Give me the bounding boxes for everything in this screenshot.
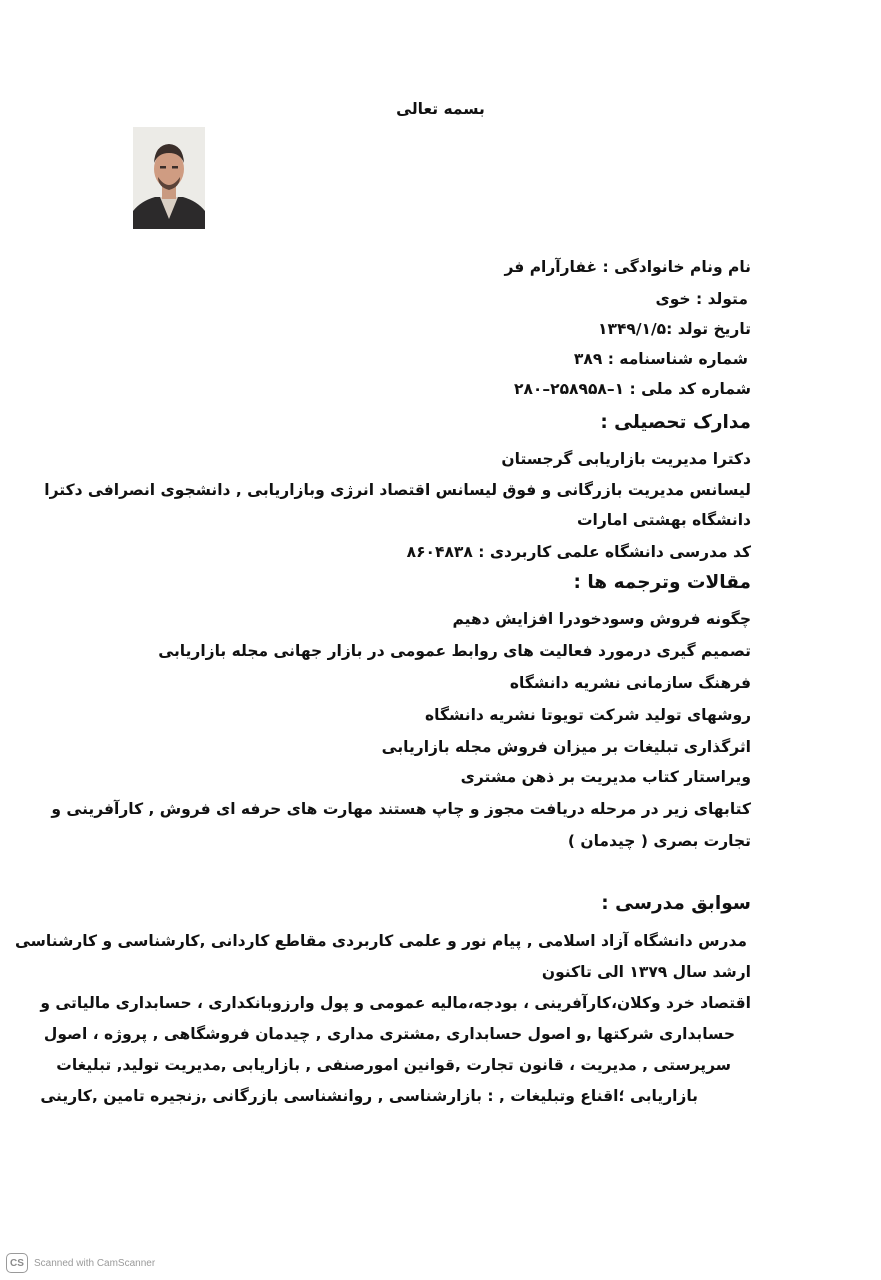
article-item: روشهای تولید شرکت تویوتا نشریه دانشگاه (425, 706, 751, 724)
articles-heading: مقالات وترجمه ها : (573, 572, 751, 593)
scanner-watermark (6, 1252, 155, 1274)
camscanner-logo-icon: CS (6, 1253, 28, 1273)
scanner-text: Scanned with CamScanner (34, 1257, 156, 1269)
teaching-item: حسابداری شرکتها ,و اصول حسابداری ,مشتری مداری , چیدمان فروشگاهی , پروژه ، اصول (43, 1025, 735, 1043)
education-item: دکترا مدیریت بازاریابی گرجستان (501, 450, 751, 468)
education-item: دانشگاه بهشتی امارات (576, 511, 751, 529)
profile-photo (133, 127, 205, 229)
article-item: ویراستار کتاب مدیریت بر ذهن مشتری (460, 768, 751, 786)
name-line: نام ونام خانوادگی : غفارآرام فر (504, 258, 751, 276)
article-item: اثرگذاری تبلیغات بر میزان فروش مجله بازاریابی (381, 738, 751, 756)
teaching-item: اقتصاد خرد وکلان،کارآفرینی ، بودجه،مالیه عمومی و پول وارزوبانکداری ، حسابداری مالیاتی و (40, 994, 751, 1012)
birthdate-line: تاریخ تولد :۱۳۴۹/۱/۵ (598, 320, 751, 338)
birthplace-line: متولد : خوی (655, 290, 748, 308)
teaching-item: سرپرستی , مدیریت ، قانون تجارت ,قوانین امورصنفی , بازاریابی ,مدیریت تولید, تبلیغات (56, 1056, 731, 1074)
page-title: بسمه تعالی (396, 100, 485, 118)
id-number-line: شماره شناسنامه : ۳۸۹ (573, 350, 748, 368)
teaching-item: ارشد سال ۱۳۷۹ الی تاکنون (541, 963, 751, 981)
teaching-item: بازاریابی ؛اقناع وتبلیغات , : بازارشناسی , روانشناسی بازرگانی ,زنجیره تامین ,کارینی (40, 1087, 698, 1105)
article-item: چگونه فروش وسودخودرا افزایش دهیم (452, 610, 751, 628)
teacher-code-line: کد مدرسی دانشگاه علمی کاربردی : ۸۶۰۴۸۳۸ (406, 543, 751, 561)
portrait-image (133, 127, 205, 229)
teaching-heading: سوابق مدرسی : (601, 893, 751, 914)
article-item: کتابهای زیر در مرحله دریافت مجوز و چاپ هستند مهارت های حرفه ای فروش , کارآفرینی و (51, 800, 751, 818)
national-code-line: شماره کد ملی : ۱–۲۵۸۹۵۸–۲۸۰ (513, 380, 751, 398)
article-item: تصمیم گیری درمورد فعالیت های روابط عمومی در بازار جهانی مجله بازاریابی (158, 642, 751, 660)
article-item: فرهنگ سازمانی نشریه دانشگاه (509, 674, 751, 692)
education-heading: مدارک تحصیلی : (600, 412, 751, 433)
education-item: لیسانس مدیریت بازرگانی و فوق لیسانس اقتصاد انرژی وبازاریابی , دانشجوی انصرافی دکترا (44, 481, 751, 499)
article-item: تجارت بصری ( چیدمان ) (567, 832, 751, 850)
teaching-item: مدرس دانشگاه آزاد اسلامی , پیام نور و علمی کاربردی مقاطع کاردانی ,کارشناسی و کارشناسی (15, 932, 747, 950)
